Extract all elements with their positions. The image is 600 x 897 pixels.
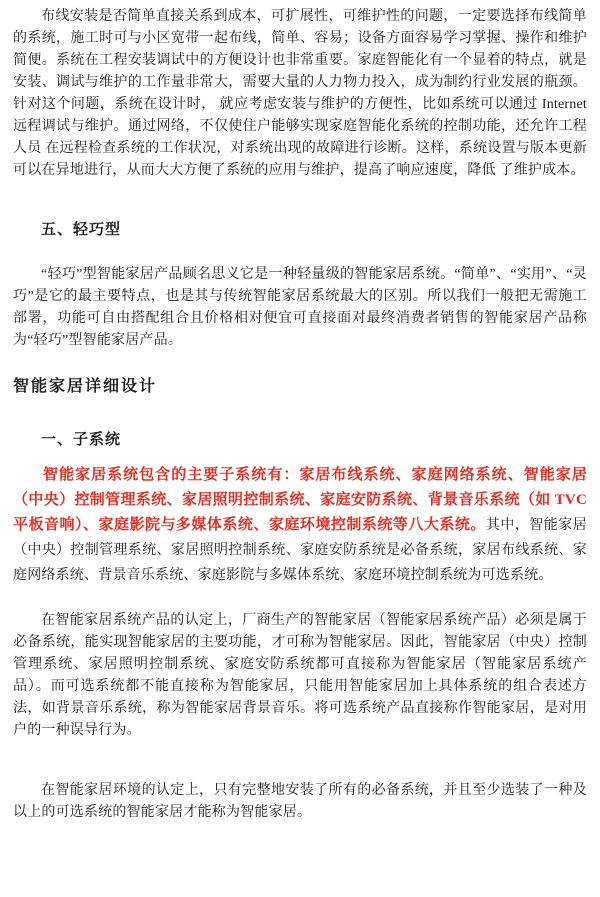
- document-title-detailed-design: 智能家居详细设计: [13, 378, 158, 395]
- paragraph-product-recognition: 在智能家居系统产品的认定上，厂商生产的智能家居（智能家居系统产品）必须是属于必备系统，能实现智能家居的主要功能，才可称为智能家居。因此，智能家居（中央）控制管理系统、家居照明控制系统、家庭安防系统都可直接称为智能家居（智能家居系统产品）。而可选系统都不能直接称为智能家居，只能用智能家居加上具体系统的组合表述方法，如背景音乐系统，称为智能家居背景音乐。将可选系统产品直接称作智能家居，是对用户的一种误导行为。: [13, 613, 587, 738]
- paragraph-subsystems: [13, 463, 587, 588]
- heading-section-five-lightweight: 五、轻巧型: [41, 222, 122, 238]
- paragraph-environment-recognition: 在智能家居环境的认定上，只有完整地安装了所有的必备系统，并且至少选装了一种及以上的可选系统的智能家居才能称为智能家居。: [13, 783, 587, 820]
- subsystems-list-red-text: 智能家居系统包含的主要子系统有：家居布线系统、家庭网络系统、智能家居（中央）控制管理系统、家居照明控制系统、家庭安防系统、背景音乐系统（如 TVC 平板音响）、家庭影院与多媒体系统、家庭环境控制系统等八大系统。: [13, 467, 587, 533]
- subsystems-list-continued-text: 其中，智能家居（中央）控制管理系统、家居照明控制系统、家庭安防系统是必备系统，家居布线系统、家庭网络系统、背景音乐系统、家庭影院与多媒体系统、家庭环境控制系统为可选系统。: [13, 518, 587, 583]
- heading-subsystem: 一、子系统: [41, 432, 122, 448]
- paragraph-wiring-installation: 布线安装是否简单直接关系到成本，可扩展性，可维护性的问题，一定要选择布线简单的系统，施工时可与小区宽带一起布线，简单、容易；设备方面容易学习掌握、操作和维护简便。系统在工程安装调试中的方便设计也非常重要。家庭智能化有一个显着的特点，就是安装、调试与维护的工作量非常大，需要大量的人力物力投入，成为制约行业发展的瓶颈。针对这个问题，系统在设计时， 就应考虑安装与维护的方便性，比如系统可以通过 Internet 远程调试与维护。通过网络，不仅使住户能够实现家庭智能化系统的控制功能，还允许工程人员 在远程检查系统的工作状况，对系统出现的故障进行诊断。这样，系统设置与版本更新可以在异地进行，从而大大方便了系统的应用与维护，提高了响应速度，降低 了维护成本。: [13, 9, 587, 178]
- paragraph-lightweight-description: “轻巧”型智能家居产品顾名思义它是一种轻量级的智能家居系统。“简单”、“实用”、“灵巧”是它的最主要特点，也是其与传统智能家居系统最大的区别。所以我们一般把无需施工部署，功能可自由搭配组合且价格相对便宜可直接面对最终消费者销售的智能家居产品称为“轻巧”型智能家居产品。: [13, 267, 587, 348]
